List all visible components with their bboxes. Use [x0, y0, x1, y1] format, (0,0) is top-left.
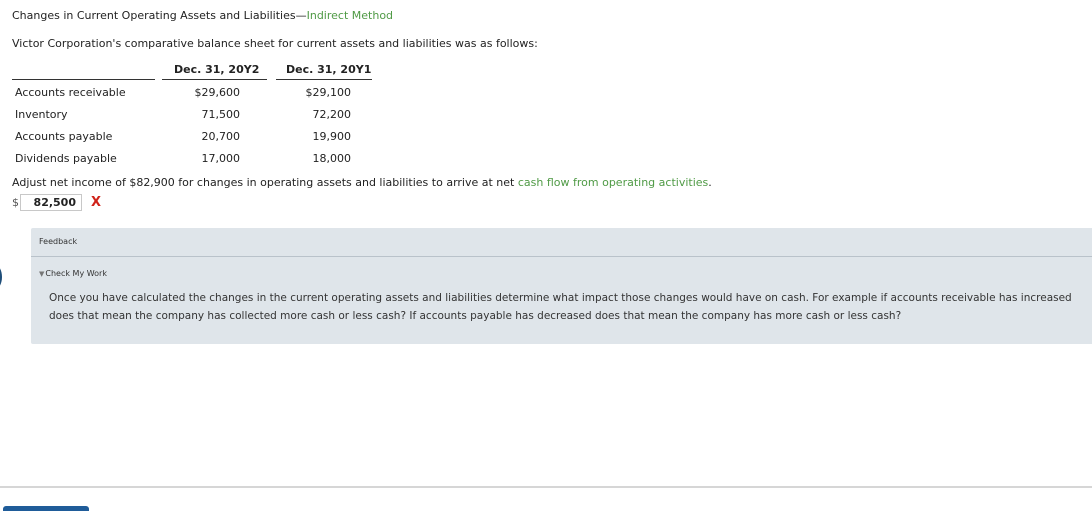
feedback-divider: [31, 256, 1092, 257]
value-20y1: 19,900: [312, 130, 351, 143]
value-20y2: $29,600: [194, 86, 240, 99]
answer-input[interactable]: 82,500: [20, 194, 82, 211]
heading-title: Changes in Current Operating Assets and Liabilities—: [12, 9, 307, 22]
feedback-title: Feedback: [39, 237, 78, 246]
instruction-text: [12, 176, 712, 189]
column-header-20y2: Dec. 31, 20Y2: [174, 63, 260, 76]
side-circle-icon[interactable]: [0, 258, 2, 296]
feedback-line: Once you have calculated the changes in the current operating assets and liabilities determine what impact those changes would have on cash. For example if accounts receivable has increased: [49, 292, 1072, 304]
bottom-divider: [0, 486, 1092, 488]
value-20y2: 71,500: [201, 108, 240, 121]
row-label: Inventory: [15, 108, 68, 121]
instruction-end: .: [708, 176, 712, 189]
incorrect-x-icon: X: [91, 194, 102, 210]
value-20y1: $29,100: [305, 86, 351, 99]
page-heading: [12, 9, 393, 22]
check-my-work-toggle[interactable]: [39, 269, 107, 278]
feedback-panel: [31, 228, 1092, 344]
header-rule: [276, 79, 372, 80]
row-label: Accounts payable: [15, 130, 113, 143]
column-header-20y1: Dec. 31, 20Y1: [286, 63, 372, 76]
row-label: Accounts receivable: [15, 86, 126, 99]
row-label: Dividends payable: [15, 152, 117, 165]
instruction-body: Adjust net income of $82,900 for changes in operating assets and liabilities to arrive at net: [12, 176, 518, 189]
cash-flow-link[interactable]: cash flow from operating activities: [517, 176, 709, 189]
feedback-body: [49, 289, 1092, 325]
value-20y1: 72,200: [312, 108, 351, 121]
currency-symbol: $: [12, 195, 19, 209]
check-my-work-label: Check My Work: [45, 269, 107, 278]
header-rule: [162, 79, 267, 80]
bottom-nav-button[interactable]: [3, 506, 89, 511]
header-rule: [12, 79, 155, 80]
value-20y2: 20,700: [201, 130, 240, 143]
answer-row: [12, 192, 101, 212]
triangle-down-icon: ▼: [39, 270, 45, 278]
value-20y1: 18,000: [312, 152, 351, 165]
problem-intro: Victor Corporation's comparative balance sheet for current assets and liabilities was as follows:: [12, 37, 538, 50]
heading-method: Indirect Method: [306, 9, 394, 22]
value-20y2: 17,000: [201, 152, 240, 165]
feedback-line: does that mean the company has collected more cash or less cash? If accounts payable has decreased does that mean the company has more cash or less cash?: [49, 310, 902, 322]
